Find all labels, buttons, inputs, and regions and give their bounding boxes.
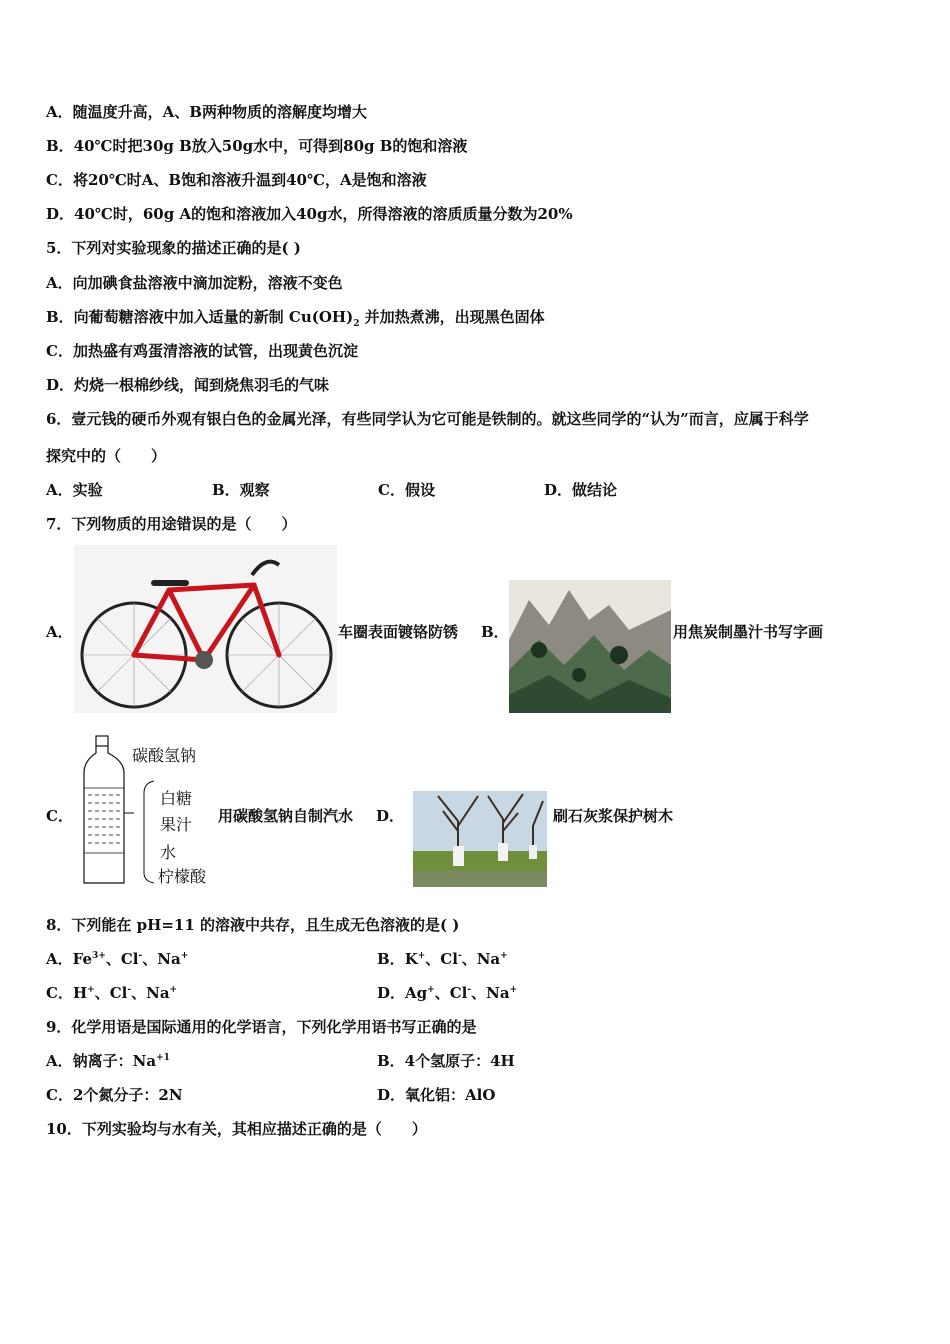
label-juice: 果汁 <box>160 815 193 834</box>
label-water: 水 <box>160 843 177 862</box>
q9-option-b: B．4个氢原子：4H <box>377 1052 515 1070</box>
q10-stem: 10．下列实验均与水有关，其相应描述正确的是（ ） <box>46 1120 427 1138</box>
q5-option-c: C．加热盛有鸡蛋清溶液的试管，出现黄色沉淀 <box>46 342 358 360</box>
q8-sep: 、 <box>94 984 110 1002</box>
q8-sep: 、 <box>131 984 147 1002</box>
q8-d-charge2: - <box>467 985 472 995</box>
q6-option-d: D．做结论 <box>544 481 618 499</box>
q8-c-ion1: H <box>72 984 88 1002</box>
label-sugar: 白糖 <box>160 789 193 808</box>
q8-d-ion1: Ag <box>405 984 428 1002</box>
bicycle-image <box>74 545 337 713</box>
q7-option-a-text: 车圈表面镀铬防锈 <box>338 623 459 641</box>
q8-a-label: A． <box>46 950 73 968</box>
q8-b-charge3: + <box>500 951 508 961</box>
ink-painting-image <box>509 580 671 713</box>
q8-option-d <box>377 983 517 1003</box>
q8-d-label: D． <box>377 984 406 1002</box>
q8-d-charge1: + <box>427 985 435 995</box>
q9-option-c: C．2个氮分子：2N <box>46 1086 183 1104</box>
q8-a-ion3: Na <box>157 950 181 968</box>
q8-b-ion1: K <box>404 950 418 968</box>
q4-option-b: B．40℃时把30g B放入50g水中，可得到80g B的饱和溶液 <box>46 137 468 155</box>
q6-option-b: B．观察 <box>212 481 270 499</box>
q7-option-b-letter: B． <box>481 623 509 641</box>
q8-c-charge3: + <box>169 985 178 995</box>
q5-option-a: A．向加碘食盐溶液中滴加淀粉，溶液不变色 <box>46 274 343 292</box>
q7-option-a-letter: A． <box>46 623 73 641</box>
q4-option-c: C．将20℃时A、B饱和溶液升温到40℃，A是饱和溶液 <box>46 171 427 189</box>
q8-b-ion3: Na <box>476 950 501 968</box>
q8-b-charge1: + <box>417 951 426 961</box>
q5-option-d: D．灼烧一根棉纱线，闻到烧焦羽毛的气味 <box>46 376 330 394</box>
q6-option-c: C．假设 <box>378 481 435 499</box>
q8-b-ion2: Cl <box>440 950 458 968</box>
q8-sep: 、 <box>105 950 121 968</box>
q7-option-c-text: 用碳酸氢钠自制汽水 <box>218 807 354 825</box>
q8-c-label: C． <box>46 984 73 1002</box>
q8-c-ion3: Na <box>146 984 170 1002</box>
q9-stem: 9．化学用语是国际通用的化学语言，下列化学用语书写正确的是 <box>46 1018 477 1036</box>
q6-stem-line2: 探究中的（ ） <box>46 447 167 465</box>
q8-a-charge3: + <box>180 951 189 961</box>
q8-b-charge2: - <box>457 951 462 961</box>
q9-option-a <box>46 1051 170 1071</box>
q8-b-label: B． <box>377 950 405 968</box>
q5-option-b-post: 并加热煮沸，出现黑色固体 <box>359 308 545 326</box>
q6-option-a: A．实验 <box>46 481 103 499</box>
q9-a-sup: +1 <box>156 1053 170 1063</box>
q6-stem-line1: 6．壹元钱的硬币外观有银白色的金属光泽，有些同学认为它可能是铁制的。就这些同学的“认为”而言，应属于科学 <box>46 410 809 428</box>
whitewashed-trees-image <box>413 791 547 887</box>
q5-option-b-pre: B．向葡萄糖溶液中加入适量的新制 Cu(OH) <box>46 308 354 326</box>
q5-option-b <box>46 307 545 327</box>
q8-option-c <box>46 983 177 1003</box>
q8-sep: 、 <box>434 984 450 1002</box>
q8-d-ion2: Cl <box>449 984 468 1002</box>
q4-option-a: A．随温度升高，A、B两种物质的溶解度均增大 <box>46 103 367 121</box>
q7-option-d-text: 刷石灰浆保护树木 <box>553 807 674 825</box>
q8-a-charge1: 3+ <box>92 951 106 961</box>
q8-c-ion2: Cl <box>109 984 128 1002</box>
q7-option-c-letter: C． <box>46 807 73 825</box>
soda-bottle-diagram <box>74 733 216 888</box>
label-sodium-bicarbonate: 碳酸氢钠 <box>132 746 197 765</box>
q9-a-pre: A．钠离子：Na <box>46 1052 157 1070</box>
q7-option-d-letter: D． <box>376 807 405 825</box>
q8-sep: 、 <box>471 984 487 1002</box>
q8-a-ion1: Fe <box>72 950 93 968</box>
q8-option-b <box>377 949 508 969</box>
q8-sep: 、 <box>142 950 158 968</box>
q8-a-ion2: Cl <box>120 950 139 968</box>
q5-option-b-sub: 2 <box>353 319 360 329</box>
q8-c-charge1: + <box>87 985 95 995</box>
q9-option-d: D．氧化铝：AlO <box>377 1086 496 1104</box>
q8-option-a <box>46 949 188 969</box>
q5-stem: 5．下列对实验现象的描述正确的是( ) <box>46 239 301 257</box>
q7-stem: 7．下列物质的用途错误的是（ ） <box>46 515 297 533</box>
q8-d-ion3: Na <box>486 984 510 1002</box>
q8-stem: 8．下列能在 pH=11 的溶液中共存，且生成无色溶液的是( ) <box>46 916 460 934</box>
label-citric-acid: 柠檬酸 <box>158 867 207 886</box>
q8-sep: 、 <box>461 950 477 968</box>
q7-option-b-text: 用焦炭制墨汁书写字画 <box>673 623 824 641</box>
q8-d-charge3: + <box>509 985 518 995</box>
q8-c-charge2: - <box>127 985 132 995</box>
q8-a-charge2: - <box>138 951 143 961</box>
q4-option-d: D．40℃时，60g A的饱和溶液加入40g水，所得溶液的溶质质量分数为20% <box>46 205 573 223</box>
q8-sep: 、 <box>425 950 441 968</box>
